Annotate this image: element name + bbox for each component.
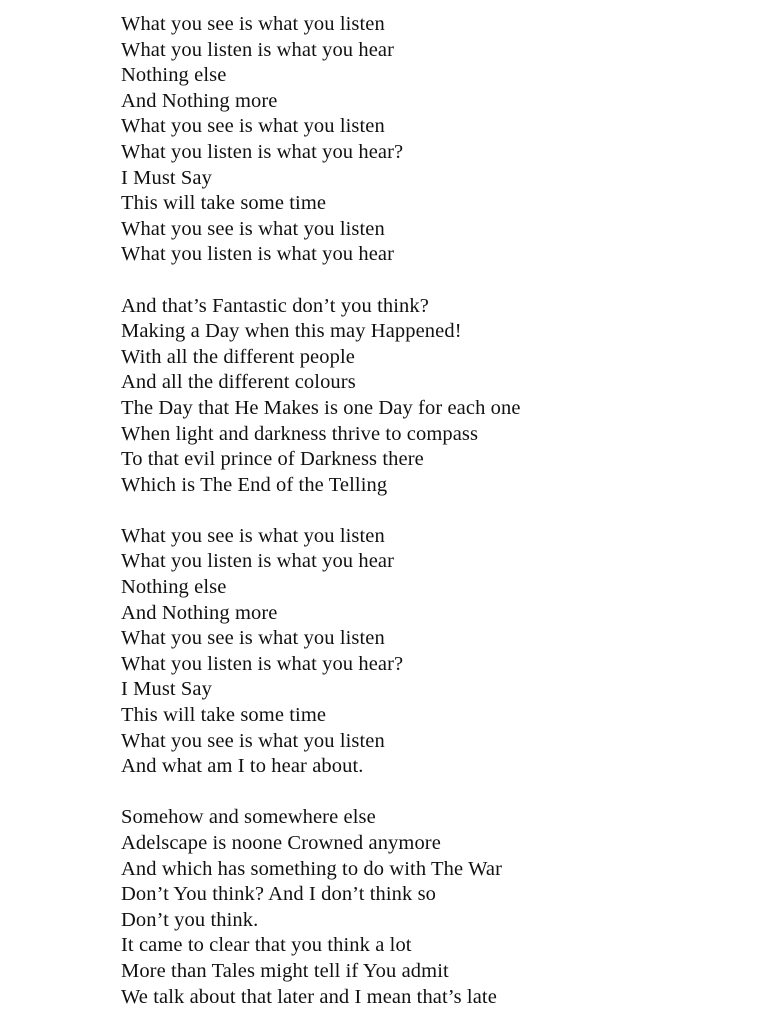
- poem-line: What you see is what you listen: [121, 524, 385, 547]
- poem-line: Somehow and somewhere else: [121, 806, 376, 829]
- poem-line: What you listen is what you hear: [121, 243, 395, 266]
- poem-line: What you see is what you listen: [121, 115, 385, 138]
- poem-line: Nothing else: [121, 576, 227, 599]
- poem-line: Adelscape is noone Crowned anymore: [121, 832, 441, 854]
- poem-line: What you see is what you listen: [121, 217, 385, 240]
- poem-line: And which has something to do with The War: [121, 857, 502, 880]
- poem-line: More than Tales might tell if You admit: [121, 959, 449, 982]
- poem-line: And what am I to hear about.: [121, 755, 364, 778]
- poem-line: And Nothing more: [121, 89, 278, 112]
- stanza-1: [121, 12, 521, 268]
- poem-line: And Nothing more: [121, 601, 278, 624]
- stanza-2: [121, 294, 521, 499]
- poem-line: What you see is what you listen: [121, 13, 385, 35]
- poem-line: Making a Day when this may Happened!: [121, 320, 462, 343]
- poem-line: When light and darkness thrive to compass: [121, 422, 479, 445]
- poem-line: The Day that He Makes is one Day for each one: [121, 396, 521, 419]
- poem-line: It came to clear that you think a lot: [121, 934, 412, 957]
- stanza-3: [121, 524, 521, 780]
- poem-line: Don’t You think? And I don’t think so: [121, 883, 437, 906]
- poem-line: And that’s Fantastic don’t you think?: [121, 294, 429, 317]
- poem-line: This will take some time: [121, 192, 327, 215]
- poem-line: Nothing else: [121, 64, 227, 87]
- poem-line: What you listen is what you hear?: [121, 652, 404, 675]
- poem-line: To that evil prince of Darkness there: [121, 448, 424, 471]
- poem-line: Which is The End of the Telling: [121, 473, 388, 496]
- poem-line: Don’t you think.: [121, 908, 259, 931]
- poem-line: We talk about that later and I mean that’s late: [121, 985, 497, 1008]
- poem-line: And all the different colours: [121, 371, 356, 394]
- poem-text: [121, 12, 521, 1010]
- poem-line: What you see is what you listen: [121, 729, 385, 752]
- poem-line: This will take some time: [121, 704, 327, 727]
- poem-line: I Must Say: [121, 678, 212, 701]
- poem-line: What you see is what you listen: [121, 627, 385, 650]
- poem-line: I Must Say: [121, 166, 212, 189]
- poem-line: With all the different people: [121, 345, 355, 368]
- poem-line: What you listen is what you hear?: [121, 140, 404, 163]
- poem-line: What you listen is what you hear: [121, 550, 395, 573]
- stanza-4: [121, 805, 521, 1010]
- poem-line: What you listen is what you hear: [121, 38, 395, 61]
